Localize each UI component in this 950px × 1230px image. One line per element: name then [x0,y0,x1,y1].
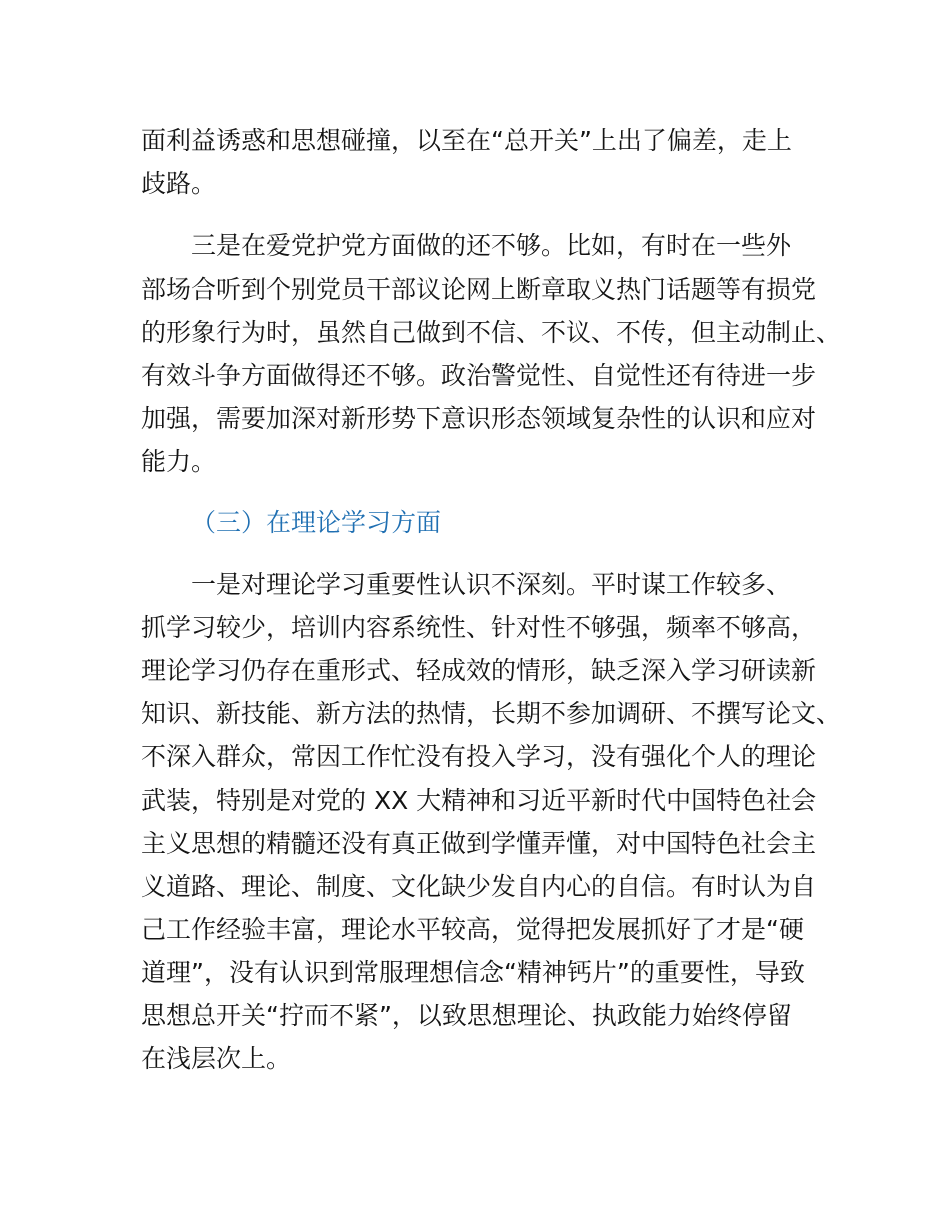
text-line: 一是对理论学习重要性认识不深刻。平时谋工作较多、 [191,570,792,599]
text-line: 部场合听到个别党员干部议论网上断章取义热门话题等有损党 [141,275,817,304]
text-line: 有效斗争方面做得还不够。政治警觉性、自觉性还有待进一步 [141,361,817,390]
text-line: 面利益诱惑和思想碰撞，以至在“总开关”上出了偏差，走上 [141,126,792,155]
text-line: 在浅层次上。 [141,1044,292,1073]
text-line: 抓学习较少，培训内容系统性、针对性不够强，频率不够高， [141,613,817,642]
text-line: 义道路、理论、制度、文化缺少发自内心的自信。有时认为自 [141,872,817,901]
text-line: 不深入群众，常因工作忙没有投入学习，没有强化个人的理论 [141,742,817,771]
text-line: 三是在爱党护党方面做的还不够。比如，有时在一些外 [191,231,792,260]
text-line: 能力。 [141,447,217,476]
text-line: 道理”，没有认识到常服理想信念“精神钙片”的重要性，导致 [141,958,805,987]
section-heading: （三）在理论学习方面 [191,508,442,537]
text-line: 思想总开关“拧而不紧”，以致思想理论、执政能力始终停留 [141,1001,792,1030]
text-line: 知识、新技能、新方法的热情，长期不参加调研、不撰写论文、 [141,699,842,728]
text-line: 理论学习仍存在重形式、轻成效的情形，缺乏深入学习研读新 [141,656,817,685]
text-line: 武装，特别是对党的 XX 大精神和习近平新时代中国特色社会 [141,786,817,815]
text-line: 己工作经验丰富，理论水平较高，觉得把发展抓好了才是“硬 [141,915,804,944]
text-line: 加强，需要加深对新形势下意识形态领域复杂性的认识和应对 [141,404,817,433]
text-line: 主义思想的精髓还没有真正做到学懂弄懂，对中国特色社会主 [141,829,817,858]
text-line: 的形象行为时，虽然自己做到不信、不议、不传，但主动制止、 [141,318,842,347]
text-line: 歧路。 [141,169,217,198]
